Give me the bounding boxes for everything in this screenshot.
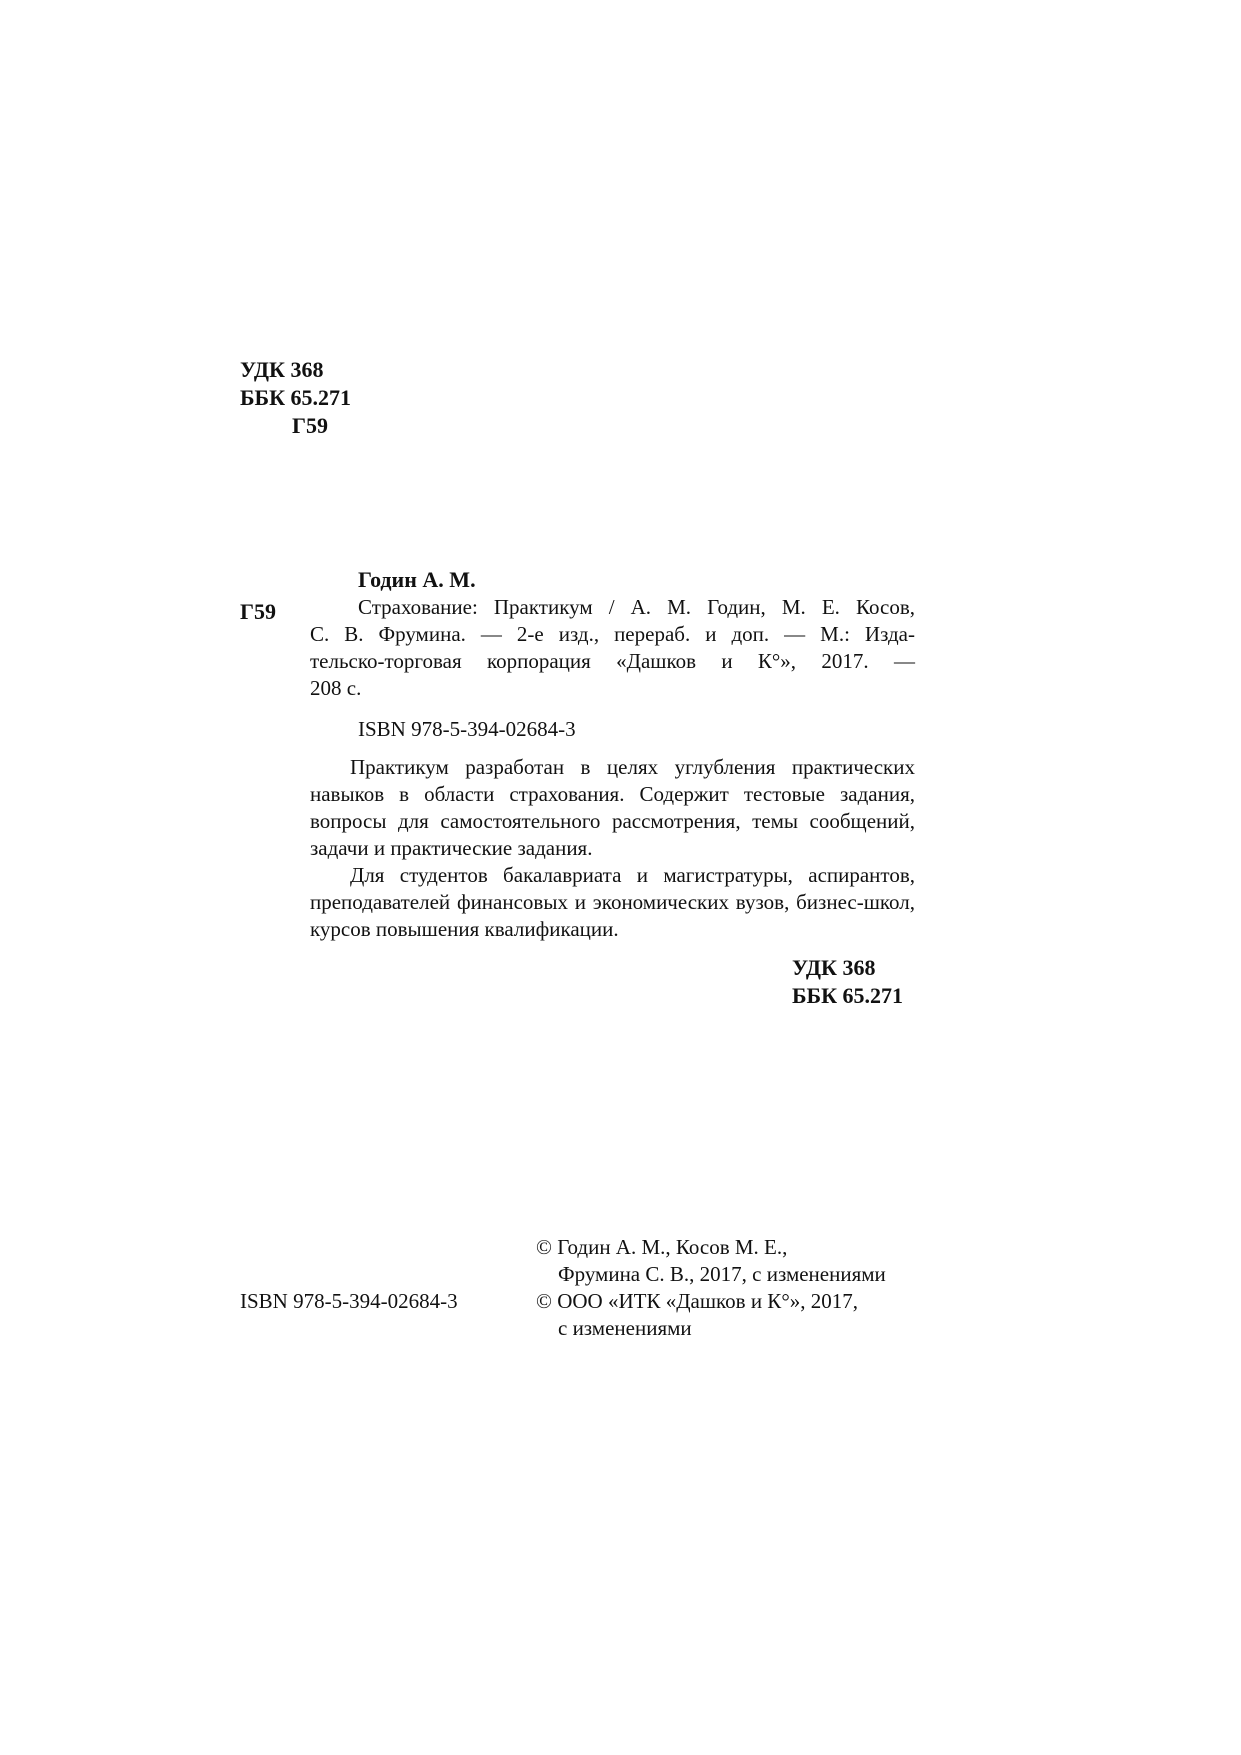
top-udk: УДК 368 bbox=[240, 357, 324, 382]
annotation bbox=[310, 754, 915, 943]
record-udk: УДК 368 bbox=[792, 955, 876, 980]
footer-isbn: ISBN 978-5-394-02684-3 bbox=[240, 1289, 458, 1313]
description-line: С. В. Фрумина. — 2-е изд., перераб. и доп. — М.: Изда- bbox=[310, 622, 915, 646]
copyright-line: с изменениями bbox=[558, 1316, 692, 1340]
record-author: Годин А. М. bbox=[358, 567, 476, 592]
copyright-line: Фрумина С. В., 2017, с изменениями bbox=[558, 1262, 886, 1286]
top-bbk: ББК 65.271 bbox=[240, 385, 352, 410]
copyright-line: © Годин А. М., Косов М. Е., bbox=[536, 1235, 788, 1259]
description-line: 208 с. bbox=[310, 676, 362, 700]
annotation-paragraph: Для студентов бакалавриата и магистратуры, аспирантов, преподавателей финансовых и экономических вузов, бизнес-школ, курсов повышения квалификации. bbox=[310, 863, 915, 941]
description-line: тельско-торговая корпорация «Дашков и К°», 2017. — bbox=[310, 649, 915, 673]
bibliographic-description bbox=[310, 594, 915, 702]
copyright-block bbox=[536, 1234, 886, 1342]
top-author-code: Г59 bbox=[292, 413, 328, 438]
annotation-paragraph: Практикум разработан в целях углубления практических навыков в области страхования. Содержит тестовые задания, вопросы для самостоятельного рассмотрения, темы сообщений, задачи и практические задания. bbox=[310, 755, 915, 860]
description-line: Страхование: Практикум / А. М. Годин, М. Е. Косов, bbox=[358, 595, 915, 619]
copyright-line: © ООО «ИТК «Дашков и К°», 2017, bbox=[536, 1289, 858, 1313]
record-bbk: ББК 65.271 bbox=[792, 983, 904, 1008]
record-isbn: ISBN 978-5-394-02684-3 bbox=[358, 717, 576, 741]
record-author-code: Г59 bbox=[240, 599, 276, 624]
